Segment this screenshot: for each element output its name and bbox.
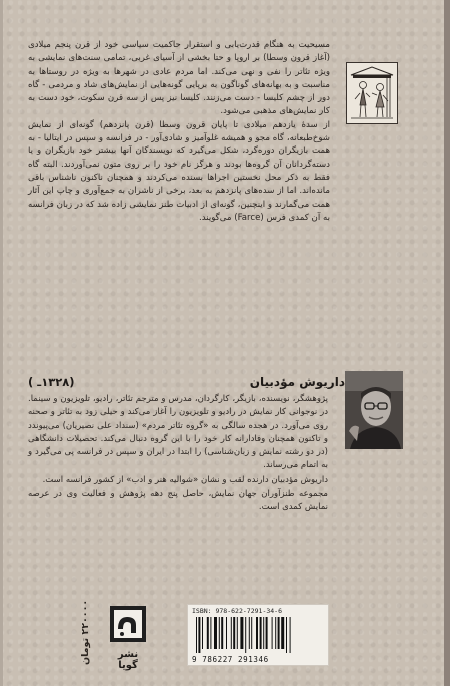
- publisher-name: نشر گویا: [117, 649, 139, 671]
- barcode-bar: [266, 617, 268, 649]
- intro-paragraph-1: مسیحیت به هنگام قدرت‌یابی و استقرار حاکمیت سیاسی خود از قرن پنجم میلادی (آغاز قرون وسطا) بر اروپا و حتا بخشی از آسیای غربی، تمامی سنت‌های نمایشی به ویژه تئاتر را نفی و نهی می‌کند. اما مردم عادی در شهرها به ویژه در روستاها به مناسبت و به بهانه‌های گوناگون به برپایی گونه‌هایی از نمایش‌های شاد و مردمی - گاه دور از چشم کلیسا - دست می‌زنند. کلیسا نیز پس از سه قرن سکوت، خود دست به کار نمایش‌های مذهبی می‌شود.: [28, 40, 330, 117]
- barcode-bar: [196, 617, 197, 653]
- intro-paragraph-2: از سدهٔ یازدهم میلادی تا پایان قرون وسطا (قرن پانزدهم) گونه‌ای از نمایش شوخ‌طبعانه، گاه مجو و همیشه غلوآمیز و شادی‌آور - در فرانسه و سپس در ایتالیا - به همت بازیگران دوره‌گرد، شکل می‌گیرد که نویسندگان آنها بیشتر خود بازیگران و یا دسته‌گردانان آن گروه‌ها بودند و هرگز نام خود را بر روی متون نمی‌آوردند. البته گاه فقط به ذکر محل نخستین اجراها بسنده می‌کردند و همچنان ناکنون ناشناس باقی مانده‌اند. اما از سده‌های پانزدهم به بعد، برخی از ناشران به جمع‌آوری و چاپ این آثار همت می‌گمارند و اینچنین، گونه‌ای از ادبیات طنز نمایشی زاده شد که در زبان فرانسه به آن کمدی فرس (Farce) می‌گویند.: [28, 119, 330, 223]
- bio-paragraph-1: پژوهشگر، نویسنده، بازیگر، کارگردان، مدرس و مترجم تئاتر، رادیو، تلویزیون و سینما. در نوجوانی کار نمایش در رادیو و تلویزیون را آغاز می‌کند و حیلی زود به تئاتر و صحنه روی می‌آورد. در هجده سالگی به «گروه تئاتر مردم» (سنداد علی نصیریان) می‌پیوندد و تاکنون همچنان وفادارانه کار خود را با این گروه دنبال می‌کند. تحصیلات دانشگاهی (در دو رشته نمایش و زبان‌شناسی) را ابتدا در ایران و سپس در فرانسه پی می‌گیرد و به اتمام می‌رساند.: [28, 394, 328, 471]
- barcode-bar: [221, 617, 223, 649]
- barcode-bar: [240, 617, 243, 649]
- barcode-bar: [272, 617, 273, 649]
- barcode-bar: [198, 617, 200, 653]
- barcode-bar: [251, 617, 252, 649]
- barcode-bar: [263, 617, 264, 649]
- publisher-logo: [109, 605, 147, 671]
- publisher-logo-mark: [109, 605, 147, 643]
- barcode-bar: [226, 617, 227, 649]
- cover-left-edge: [0, 0, 3, 686]
- barcode-bar: [245, 617, 246, 653]
- cover-right-edge: [444, 0, 450, 686]
- bio-paragraph-2: داریوش مؤدبیان دارنده لقب و نشان «شوالیه هنر و ادب» از کشور فرانسه است.: [42, 474, 328, 485]
- bio-paragraph-3: مجموعه طنزآوران جهان نمایش، حاصل پنج دهه پژوهش و فعالیت وی در عرصه نمایش کمدی است.: [28, 489, 328, 513]
- barcode-bar: [207, 617, 209, 649]
- barcode-bar: [278, 617, 280, 649]
- price-label: ۲۲۰۰۰۰ تومان: [80, 600, 91, 666]
- barcode-bar: [249, 617, 250, 649]
- barcode-bar: [202, 617, 203, 649]
- barcode-bar: [210, 617, 211, 649]
- barcode-bar: [233, 617, 235, 649]
- barcode-bar: [237, 617, 238, 649]
- isbn-barcode: [187, 604, 329, 666]
- barcode-bar: [286, 617, 287, 653]
- author-portrait: [345, 371, 403, 449]
- barcode-bar: [214, 617, 217, 649]
- author-bio: [28, 393, 328, 516]
- author-years: (۱۳۲۸ـ ): [28, 375, 75, 389]
- barcode-bar: [275, 617, 276, 649]
- medieval-illustration: [346, 62, 398, 124]
- isbn-label: ISBN: 978-622-7291-34-6: [192, 607, 283, 615]
- author-name: داریوش مؤدبیان: [249, 375, 345, 389]
- barcode-bar: [290, 617, 291, 653]
- intro-text-block: [28, 39, 330, 225]
- barcode-bars: [194, 617, 322, 653]
- ean-number: 9 786227 291346: [192, 655, 269, 664]
- barcode-bar: [256, 617, 258, 649]
- barcode-bar: [260, 617, 262, 649]
- barcode-bar: [281, 617, 284, 649]
- barcode-bar: [231, 617, 232, 649]
- barcode-bar: [219, 617, 220, 649]
